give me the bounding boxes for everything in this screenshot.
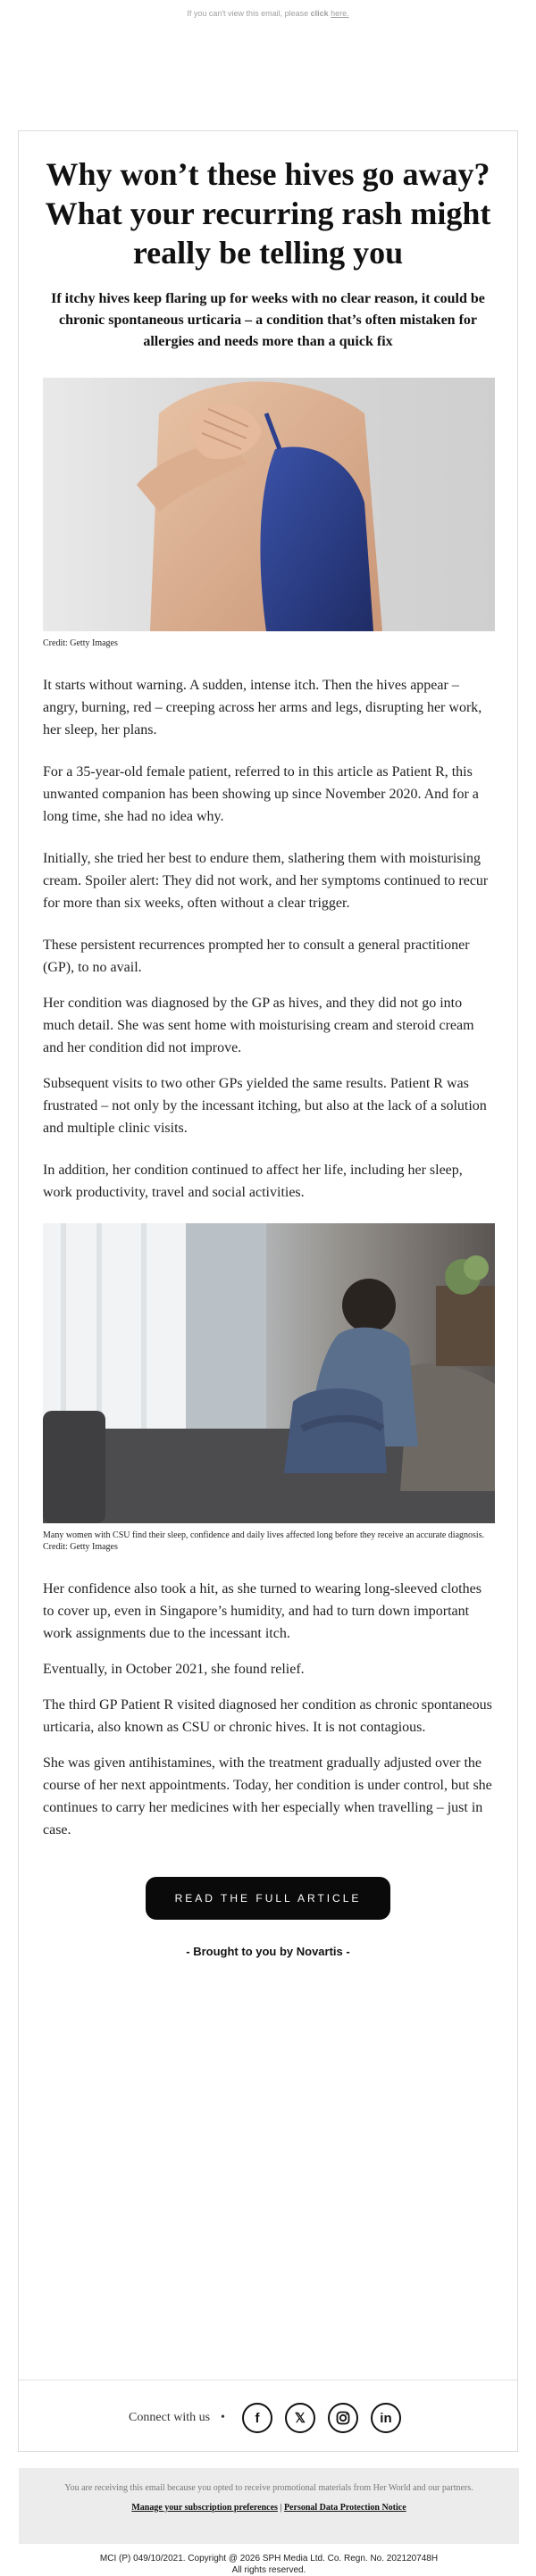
hero-image[interactable] bbox=[43, 378, 495, 631]
woman-scratching-shoulder-illustration bbox=[43, 378, 495, 631]
paragraph-1: It starts without warning. A sudden, intense itch. Then the hives appear – angry, burning, red – creeping across her arms and legs, disrupting her work, her sleep, her plans. bbox=[43, 678, 482, 738]
hero-image-credit: Credit: Getty Images bbox=[43, 638, 118, 648]
subscription-notice bbox=[19, 2468, 519, 2544]
preheader-click: click bbox=[310, 9, 329, 18]
paragraph-6: Subsequent visits to two other GPs yielded the same results. Patient R was frustrated – not only by the incessant itching, but also at the lack of a solution and multiple clinic visits. bbox=[43, 1076, 487, 1136]
article-subtitle: If itchy hives keep flaring up for weeks with no clear reason, it could be chronic spontaneous urticaria – a condition that’s often mistaken for allergies and needs more than a quick fix bbox=[51, 291, 485, 349]
manage-subscription-link[interactable]: Manage your subscription preferences bbox=[131, 2503, 278, 2513]
article-title: Why won’t these hives go away? What your recurring rash might really be telling you bbox=[45, 156, 491, 271]
separator-dot: • bbox=[221, 2411, 225, 2424]
paragraph-9: Eventually, in October 2021, she found relief. bbox=[43, 1662, 305, 1677]
linkedin-icon[interactable]: in bbox=[371, 2403, 401, 2433]
notice-links bbox=[19, 2503, 519, 2513]
paragraph-3: Initially, she tried her best to endure them, slathering them with moisturising cream. Spoiler alert: They did not work, and her symptoms continued to recur for more than six weeks, often without a clear trigger. bbox=[43, 851, 489, 911]
preheader-text: If you can't view this email, please bbox=[187, 9, 309, 18]
paragraph-2: For a 35-year-old female patient, referred to in this article as Patient R, this unwanted companion has been showing up since November 2020. And for a long time, she had no idea why. bbox=[43, 764, 479, 824]
notice-text: You are receiving this email because you opted to receive promotional materials from Her World and our partners. bbox=[64, 2483, 473, 2493]
email-card bbox=[18, 130, 518, 2575]
footer bbox=[19, 2553, 519, 2576]
woman-by-window-illustration bbox=[43, 1223, 495, 1523]
facebook-icon[interactable]: f bbox=[242, 2403, 272, 2433]
image-caption: Many women with CSU find their sleep, confidence and daily lives affected long before they receive an accurate diagnosis. Credit: Getty Images bbox=[43, 1530, 485, 1552]
footer-copyright: MCI (P) 049/10/2021. Copyright @ 2026 SPH Media Ltd. Co. Regn. No. 202120748H bbox=[99, 2554, 439, 2563]
preheader bbox=[0, 0, 536, 21]
data-protection-link[interactable]: Personal Data Protection Notice bbox=[283, 2503, 406, 2513]
brought-by-sponsor: - Brought to you by Novartis - bbox=[186, 1945, 350, 1958]
social-bar bbox=[19, 2396, 517, 2440]
woman-by-window-image[interactable] bbox=[43, 1223, 495, 1523]
read-full-article-button[interactable]: READ THE FULL ARTICLE bbox=[146, 1877, 390, 1920]
paragraph-11: She was given antihistamines, with the treatment gradually adjusted over the course of her next appointments. Today, her condition is under control, but she continues to carry her medicines with her especially when travelling – just in case. bbox=[43, 1755, 492, 1838]
paragraph-5: Her condition was diagnosed by the GP as hives, and they did not go into much detail. She was sent home with moisturising cream and steroid cream and her condition did not improve. bbox=[43, 996, 474, 1055]
links-separator: | bbox=[280, 2503, 282, 2513]
paragraph-8: Her confidence also took a hit, as she turned to wearing long-sleeved clothes to cover up, even in Singapore’s humidity, and had to turn down important work assignments due to the incessant itch. bbox=[43, 1581, 482, 1641]
instagram-icon[interactable] bbox=[328, 2403, 358, 2433]
x-icon[interactable]: 𝕏 bbox=[285, 2403, 315, 2433]
preheader-here-link[interactable]: here. bbox=[331, 9, 349, 18]
paragraph-7: In addition, her condition continued to affect her life, including her sleep, work productivity, travel and social activities. bbox=[43, 1163, 463, 1200]
connect-label: Connect with us bbox=[129, 2411, 211, 2424]
cta-wrap bbox=[43, 1877, 493, 1920]
paragraph-4: These persistent recurrences prompted her to consult a general practitioner (GP), to no avail. bbox=[43, 938, 470, 975]
footer-rights: All rights reserved. bbox=[231, 2565, 306, 2575]
paragraph-10: The third GP Patient R visited diagnosed her condition as chronic spontaneous urticaria, also known as CSU or chronic hives. It is not contagious. bbox=[43, 1697, 492, 1735]
